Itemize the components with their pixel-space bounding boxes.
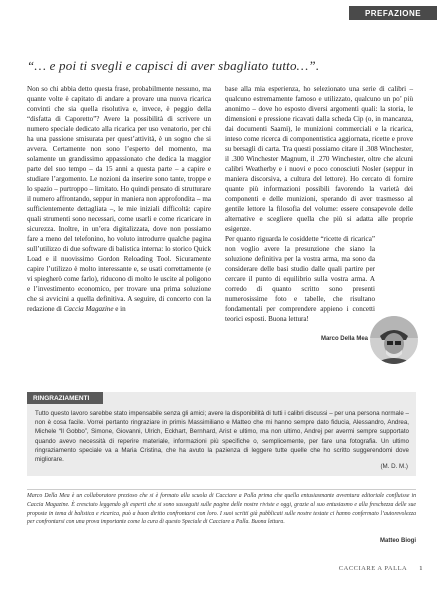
divider (27, 489, 416, 490)
acknowledgements-signature: (M. D. M.) (380, 463, 408, 470)
editor-signature: Matteo Biogi (380, 538, 416, 544)
magazine-title: Caccia Magazine (63, 305, 114, 313)
section-tab: PREFAZIONE (349, 6, 437, 20)
page-footer (339, 565, 423, 572)
publication-name: CACCIARE A PALLA (338, 565, 408, 572)
page-headline: “… e poi ti svegli e capisci di aver sbagliato tutto…”. (27, 58, 320, 73)
author-portrait (370, 316, 418, 364)
body-text-left: Non so chi abbia detto questa frase, probabilmente nessuno, ma quante volte è capitato di andare a provare una nuova ricarica convinti che sia quella risolutiva e, invece, è peggio della “disfatta di Caporetto”? Avere la possibilità di scrivere un numero speciale dedicato alla ricarica per uso venatorio, per chi ha una passione smisurata per quest’attività, è un sogno che si avvera. Certamente non sono l’esperto del momento, ma solamente un grandissimo appassionato che dedica la maggior parte del suo tempo – da 15 anni a questa parte – a capire e studiare l’argomento. Le nozioni da inserire sono tante, troppe e lo spazio – purtroppo – limitato. Ho quindi pensato di strutturare il numero affrontando, seppur in maniera non approfondita – ma sufficientemente dettagliata –, le mie iniziali difficoltà: capire quali strumenti sono necessari, come usarli e come ricaricare in sicurezza. Inoltre, in un’era digitalizzata, dove non possiamo fare a meno del telefonino, ho voluto introdurre qualche pagina sull’utilizzo di due software di balistica interna: lo storico Quick Load e il nuovissimo Gordon Reloading Tool. Sicuramente capire l’utilizzo è molto interessante e, se usati correttamente (e vi spiegherò come farlo), riducono di molto le uscite al poligono e l’investimento economico, per trovare una prima soluzione che si avvicini a quella definitiva. A seguire, di concerto con la redazione di (27, 85, 211, 313)
page-number: 1 (419, 565, 423, 572)
acknowledgements-text: Tutto questo lavoro sarebbe stato impensabile senza gli amici; avere la disponibilità di tutti i calibri discussi – per una persona normale – non è cosa facile. Vorrei pertanto ringraziare in primis Massimiliano e Matteo che mi hanno sempre dato fiducia, Alessandro, Andrea, Michele “Il Gobbo”, Simone, Giovanni, Ulrich, Eckhart, Bernhard, Arist e ultimo, ma non ultimo, Andrej per avermi sempre supportato quando avevo necessità di reperire materiale, informazioni più specifiche o, semplicemente, per fare una fotografia. Un ultimo ringraziamento speciale va a Maria Cristina, che ha avuto la pazienza di leggere tutte quelle che ho scritto suggerendomi dove migliorare. (35, 410, 409, 464)
body-column-left (27, 84, 211, 314)
author-photo-icon (370, 316, 418, 364)
acknowledgements-box (27, 392, 416, 476)
body-text-right: base alla mia esperienza, ho selezionato una serie di calibri – qualcuno estremamente famoso e utilizzato, qualcuno un po’ più anonimo – dove ho esposto diversi argomenti quali: la storia, le dimensioni e pressione ricavati dalla scheda Cip (o, in mancanza, dai documenti Saami), le munizioni commerciali e la ricarica, inteso come ricerca di componentistica aggiornata, ricette e prove su bersagli di carta. Tra questi possiamo citare il .308 Winchester, il .300 Winchester Magnum, il .270 Winchester, oltre che alcuni calibri Weatherby e i nuovi e poco conosciuti Nosler (seppur in maniera discorsiva, a cultura del lettore). Ho cercato di fornire quante più informazioni possibili favorendo la varietà dei componenti e delle munizioni, sperando di aver trasmesso al gentile lettore la filosofia del volume: essere consapevole delle alternative e scegliere quella che più si adatta alle proprie esigenze. (225, 85, 413, 233)
body-text-left-end: e in (113, 305, 126, 313)
author-name: Marco Della Mea (320, 336, 368, 342)
editor-note: Marco Della Mea è un collaboratore prezioso che si è formato alla scuola di Cacciare a Palla prima che quella entusiasmante avventura editoriale confluisse in Caccia Magazine. È cresciuto leggendo gli esperti che si sono susseguiti sulle pagine delle nostre riviste e oggi, grazie al suo entusiasmo e alla freschezza delle sue proposte in tema di balistica e ricarica, può a buon diritto confrontarsi con loro. I suoi scritti già pubblicati sulle nostre testate ci hanno confermato l’autorevolezza per confrontarsi con una prova importante come la cura di questo Speciale di Cacciare a Palla. Buona lettura. (27, 493, 416, 526)
body-text-right-2: Per quanto riguarda le cosiddette “ricette di ricarica” non voglio avere la presunzione che siano la soluzione definitiva per la vostra arma, ma sono da considerare delle basi studio dalle quali partire per cercare il punto di equilibrio sulla vostra arma. A corredo di quanto scritto sono presenti numerosissime foto e tabelle, che risultano fondamentali per comprendere appieno i concetti teorici esposti. Buona lettura! (225, 235, 375, 323)
body-column-right (225, 84, 413, 324)
acknowledgements-label: RINGRAZIAMENTI (27, 392, 103, 404)
